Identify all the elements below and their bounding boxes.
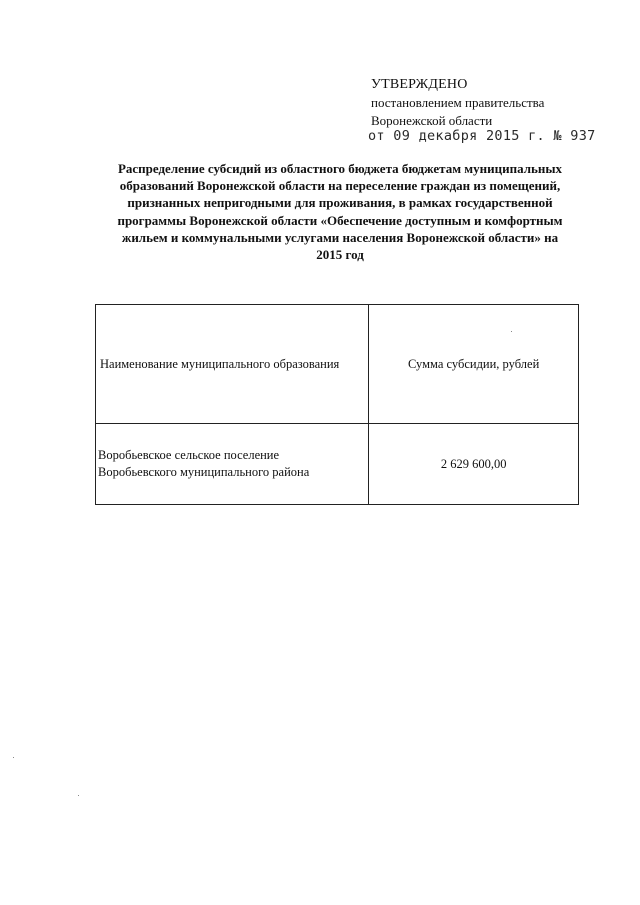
approval-stamp: [368, 76, 621, 144]
scan-speck: [13, 757, 14, 758]
approval-date: от 09 декабря 2015 г. № 937: [368, 128, 596, 144]
scan-speck: [78, 795, 79, 796]
title-line-6: 2015 год: [316, 247, 364, 263]
municipality-line-1: Воробьевское сельское поселение: [98, 448, 280, 462]
approval-line-2: Воронежской области: [371, 113, 493, 128]
table-header-row: [96, 305, 579, 424]
municipality-line-2: Воробьевского муниципального района: [98, 465, 310, 479]
title-line-3: признанных непригодными для проживания, в рамках государственной: [127, 195, 553, 211]
header-municipality: Наименование муниципального образования: [96, 305, 369, 424]
document-title: [100, 160, 580, 263]
header-subsidy-sum: Сумма субсидии, рублей: [369, 305, 579, 424]
subsidy-table: [95, 304, 579, 505]
cell-subsidy-sum: 2 629 600,00: [369, 424, 579, 505]
title-line-4: программы Воронежской области «Обеспечение доступным и комфортным: [117, 212, 563, 228]
table-row: [96, 424, 579, 505]
approval-line-1: постановлением правительства: [371, 95, 545, 110]
title-line-2: образований Воронежской области на переселение граждан из помещений,: [119, 178, 561, 194]
scan-speck: [511, 331, 512, 332]
title-line-1: Распределение субсидий из областного бюджета бюджетам муниципальных: [117, 161, 563, 176]
title-line-5: жильем и коммунальными услугами населения Воронежской области» на: [121, 229, 559, 245]
approval-title: УТВЕРЖДЕНО: [371, 77, 468, 92]
cell-municipality: [96, 424, 369, 505]
